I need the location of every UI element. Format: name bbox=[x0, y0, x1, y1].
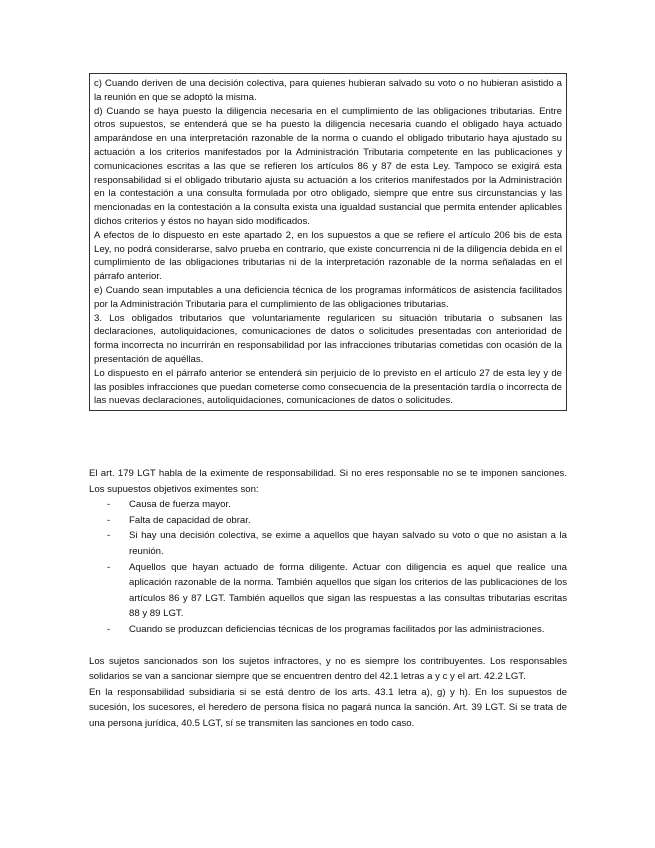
box-paragraph-final: Lo dispuesto en el párrafo anterior se entenderá sin perjuicio de lo previsto en el artículo 27 de esta ley y de las posibles infracciones que puedan cometerse como consecuencia de la presentación tardía o incorrecta de las nuevas declaraciones, autoliquidaciones, comunicaciones de datos o solicitudes. bbox=[94, 367, 562, 407]
list-item bbox=[89, 497, 567, 513]
bullet-dash: - bbox=[107, 561, 111, 573]
bullet-dash: - bbox=[107, 530, 111, 542]
box-paragraph-d: d) Cuando se haya puesto la diligencia necesaria en el cumplimiento de las obligaciones tributarias. Entre otros supuestos, se entenderá que se ha puesto la diligencia necesaria cuando el obligado haya actuado amparándose en una interpretación razonable de la norma o cuando el obligado tributario haya ajustado su actuación a los criterios manifestados por la Administración Tributaria competente en las publicaciones y comunicaciones escritas a las que se refieren los artículos 86 y 87 de esta Ley. Tampoco se exigirá esta responsabilidad si el obligado tributario ajusta su actuación a los criterios manifestados por la Administración en la contestación a una consulta formulada por otro obligado, siempre que entre sus circunstancias y las mencionadas en la contestación a la consulta exista una igualdad sustancial que permita entender aplicables dichos criterios y éstos no hayan sido modificados. bbox=[94, 105, 562, 227]
list-item bbox=[89, 528, 567, 559]
box-paragraph-3: 3. Los obligados tributarios que voluntariamente regularicen su situación tributaria o subsanen las declaraciones, autoliquidaciones, comunicaciones de datos o solicitudes presentadas con anterioridad de forma incorrecta no incurrirán en responsabilidad por las infracciones tributarias cometidas con ocasión de la presentación de aquéllas. bbox=[94, 312, 562, 365]
bullet-dash: - bbox=[107, 623, 111, 635]
main-text bbox=[89, 466, 567, 732]
list-item bbox=[89, 622, 567, 638]
paragraph-spacer bbox=[89, 638, 567, 654]
subsidiary-responsibility-paragraph: En la responsabilidad subsidiaria si se está dentro de los arts. 43.1 letra a), g) y h). En los supuestos de sucesión, los sucesores, el heredero de persona física no pagará nunca la sanción. Art. 39 LGT. Si se trata de una persona jurídica, 40.5 LGT, sí se transmiten las sanciones en todo caso. bbox=[89, 686, 567, 729]
box-paragraph-e: e) Cuando sean imputables a una deficiencia técnica de los programas informáticos de asistencia facilitados por la Administración Tributaria para el cumplimiento de las obligaciones tributarias. bbox=[94, 284, 562, 310]
box-paragraph-c: c) Cuando deriven de una decisión colectiva, para quienes hubieran salvado su voto o no hubieran asistido a la reunión en que se adoptó la misma. bbox=[94, 78, 562, 103]
list-item-text: Falta de capacidad de obrar. bbox=[129, 514, 251, 526]
exemptions-list bbox=[89, 497, 567, 637]
bullet-dash: - bbox=[107, 499, 111, 511]
list-item-text: Cuando se produzcan deficiencias técnicas de los programas facilitados por las administraciones. bbox=[129, 623, 545, 635]
intro-paragraph: El art. 179 LGT habla de la eximente de responsabilidad. Si no eres responsable no se te imponen sanciones. Los supuestos objetivos eximentes son: bbox=[89, 468, 567, 495]
list-item bbox=[89, 513, 567, 529]
sanctioned-subjects-paragraph: Los sujetos sancionados son los sujetos infractores, y no es siempre los contribuyentes. Los responsables solidarios se van a sancionar siempre que se encuentren dentro del 42.1 letras a y c y el art. 42.2 LGT. bbox=[89, 655, 567, 683]
bullet-dash: - bbox=[107, 514, 111, 526]
list-item-text: Aquellos que hayan actuado de forma diligente. Actuar con diligencia es aquel que realice una aplicación razonable de la norma. También aquellos que sigan los criterios de las publicaciones de los artículos 86 y 87 LGT. También aquellos que sigan las respuestas a las consultas tributarias escritas 88 y 89 LGT. bbox=[129, 561, 567, 620]
list-item bbox=[89, 560, 567, 622]
box-paragraph-apartado-2: A efectos de lo dispuesto en este apartado 2, en los supuestos a que se refiere el artículo 206 bis de esta Ley, no podrá considerarse, salvo prueba en contrario, que existe concurrencia ni de la diligencia debida en el cumplimiento de las obligaciones tributarias ni de la interpretación razonable de la norma señaladas en el párrafo anterior. bbox=[94, 229, 562, 283]
list-item-text: Si hay una decisión colectiva, se exime a aquellos que hayan salvado su voto o que no asistan a la reunión. bbox=[129, 530, 567, 557]
quoted-law-box bbox=[89, 73, 567, 411]
list-item-text: Causa de fuerza mayor. bbox=[129, 499, 231, 511]
